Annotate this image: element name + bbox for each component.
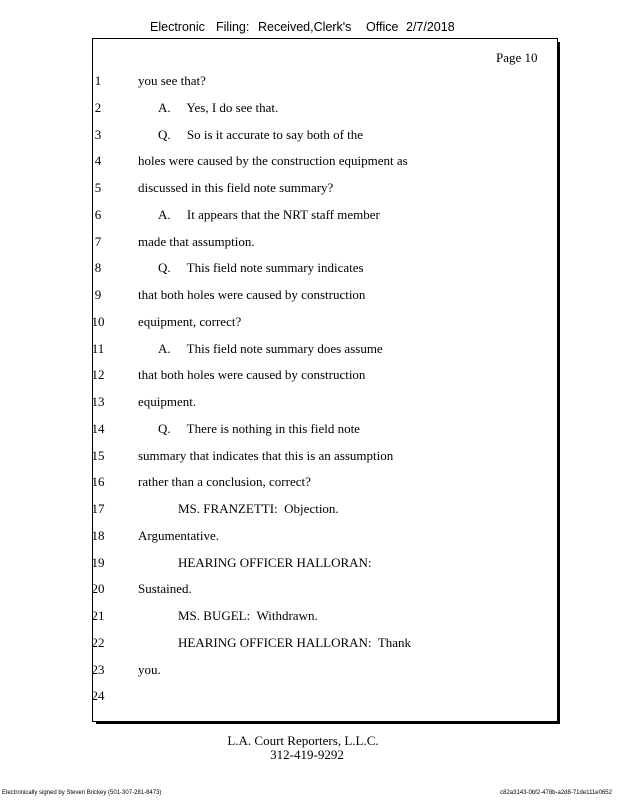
header-word-electronic: Electronic xyxy=(150,20,205,34)
footer-phone-text: 312-419-9292 xyxy=(270,747,344,762)
line-text: you see that? xyxy=(138,73,206,88)
line-text: that both holes were caused by construction xyxy=(138,367,366,383)
line-number: 24 xyxy=(91,688,105,704)
line-number: 12 xyxy=(91,367,105,383)
line-text: Q. So is it accurate to say both of the xyxy=(158,126,364,142)
transcript-line xyxy=(0,501,618,521)
frame-shadow-bottom xyxy=(96,722,560,724)
line-number: 4 xyxy=(94,153,102,169)
line-text: A. It appears that the NRT staff member xyxy=(158,206,380,222)
page-number: Page 10 xyxy=(496,50,538,65)
line-number: 23 xyxy=(91,661,105,677)
line-number: 5 xyxy=(94,180,102,195)
transcript-line xyxy=(0,260,618,280)
line-number: 14 xyxy=(91,420,105,436)
line-text: made that assumption. xyxy=(138,233,255,249)
line-text: A. This field note summary does assume xyxy=(158,340,383,356)
line-text: HEARING OFFICER HALLORAN: xyxy=(178,554,372,570)
line-text: MS. BUGEL: Withdrawn. xyxy=(178,608,318,623)
line-text: A. Yes, I do see that. xyxy=(158,99,279,115)
transcript-line xyxy=(0,474,618,494)
line-number: 11 xyxy=(91,340,105,356)
header-word-received-clerks: Received,Clerk's xyxy=(258,20,352,34)
transcript-line xyxy=(0,608,618,628)
line-number: 6 xyxy=(94,206,102,222)
line-text: holes were caused by the construction equipment as xyxy=(138,153,408,169)
line-number: 15 xyxy=(91,447,105,463)
line-number: 13 xyxy=(91,394,105,409)
header-date: 2/7/2018 xyxy=(406,20,455,34)
line-text: that both holes were caused by construction xyxy=(138,287,366,302)
line-number: 1 xyxy=(94,73,102,88)
transcript-line xyxy=(0,555,618,575)
line-number: 8 xyxy=(94,260,102,276)
line-text: rather than a conclusion, correct? xyxy=(138,474,311,490)
line-number: 19 xyxy=(91,554,105,570)
transcript-line xyxy=(0,367,618,387)
line-number: 7 xyxy=(94,233,102,249)
transcript-line xyxy=(0,234,618,254)
transcript-line xyxy=(0,153,618,173)
line-number: 3 xyxy=(94,126,102,142)
transcript-line xyxy=(0,100,618,120)
transcript-line xyxy=(0,688,618,708)
line-number: 2 xyxy=(94,99,102,115)
line-text: HEARING OFFICER HALLORAN: Thank xyxy=(178,634,412,650)
line-text: equipment, correct? xyxy=(138,313,242,329)
line-number: 22 xyxy=(91,634,105,650)
footer-company-text: L.A. Court Reporters, L.L.C. xyxy=(227,733,379,748)
transcript-line xyxy=(0,341,618,361)
line-text: discussed in this field note summary? xyxy=(138,180,334,195)
line-number: 10 xyxy=(91,313,105,329)
line-number: 18 xyxy=(91,527,105,543)
line-text: equipment. xyxy=(138,394,197,409)
transcript-line xyxy=(0,207,618,227)
line-number: 21 xyxy=(91,608,105,623)
transcript-line xyxy=(0,287,618,307)
line-text: Sustained. xyxy=(138,581,192,597)
transcript-line xyxy=(0,635,618,655)
line-text: Q. This field note summary indicates xyxy=(158,260,364,276)
line-text: MS. FRANZETTI: Objection. xyxy=(178,501,339,516)
line-number: 20 xyxy=(91,581,105,597)
document-hash: c82a3143-0bf2-478b-a2d8-71de111e0652 xyxy=(500,790,612,796)
transcript-line xyxy=(0,180,618,200)
footer-phone xyxy=(0,747,618,763)
transcript-line xyxy=(0,394,618,414)
line-number: 16 xyxy=(91,474,105,490)
transcript-line xyxy=(0,662,618,682)
line-number: 9 xyxy=(94,287,102,302)
header-word-office: Office xyxy=(366,20,399,34)
line-text: summary that indicates that this is an assumption xyxy=(138,447,394,463)
transcript-line xyxy=(0,421,618,441)
transcript-line xyxy=(0,73,618,93)
line-text: you. xyxy=(138,661,161,677)
transcript-line xyxy=(0,127,618,147)
line-text: Argumentative. xyxy=(138,527,219,543)
electronic-signature-note: Electronically signed by Steven Brickey (501-307-281-8473) xyxy=(2,790,162,796)
line-text: Q. There is nothing in this field note xyxy=(158,420,360,436)
transcript-line xyxy=(0,581,618,601)
transcript-line xyxy=(0,528,618,548)
transcript-line xyxy=(0,314,618,334)
transcript-line xyxy=(0,448,618,468)
line-number: 17 xyxy=(91,501,105,516)
header-word-filing: Filing: xyxy=(216,20,250,34)
filing-stamp-header xyxy=(0,20,618,38)
